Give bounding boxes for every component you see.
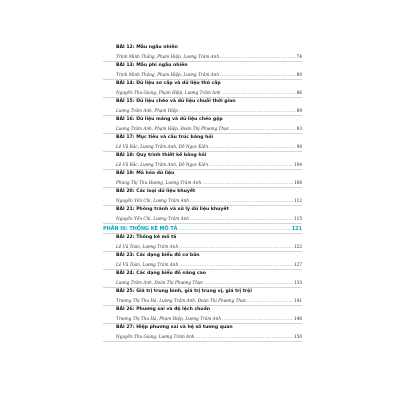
lesson-authors: Nguyễn Thu Giang, Lương Trâm Anh [116,333,195,339]
lesson-authors-line [116,162,302,167]
page-number: 98 [296,143,302,149]
dot-leader [178,226,290,232]
lesson-title: BÀI 18: Quy trình thiết kế bảng hỏi [116,153,207,158]
lesson-authors: Lê Vũ Toàn, Lương Trâm Anh [116,261,179,267]
lesson-authors: Trịnh Minh Thắng, Phạm Hiệp, Lương Trâm Anh [116,53,220,59]
page-number: 150 [294,333,302,339]
lesson-authors-line [116,144,302,149]
lesson-title: BÀI 19: Mã hóa dữ liệu [116,171,175,176]
lesson-title: BÀI 16: Dữ liệu mảng và dữ liệu chéo gộp [116,117,223,122]
dot-leader [179,262,293,267]
lesson-authors-line [116,180,302,185]
lesson-authors-line [116,244,302,249]
dot-leader [220,72,296,77]
lesson-authors: Lê Vũ Bắc, Lương Trâm Anh, Đỗ Ngọc Kiên [116,161,209,167]
lesson-authors: Trương Thị Thu Hà, Lương Trâm Anh, Đoàn Thị Phương Thực [116,297,247,303]
dot-leader [222,90,296,95]
part-title: PHẦN III: THỐNG KÊ MÔ TẢ [103,225,178,232]
lesson-title: BÀI 15: Dữ liệu chéo và dữ liệu chuỗi thời gian [116,99,236,104]
lesson-authors-line [116,90,302,95]
toc-entry [103,98,302,116]
page-number: 86 [296,89,302,95]
lesson-authors-line [116,72,302,77]
dot-leader [209,162,293,167]
lesson-authors-line [116,108,302,113]
lesson-authors: Trương Thị Thu Hà, Phạm Hiệp, Lương Trâm Anh [116,315,222,321]
dot-leader [220,54,296,59]
toc-entry [103,288,302,306]
lesson-title: BÀI 23: Các dạng biểu đồ cơ bản [116,253,200,258]
lesson-authors: Lê Vũ Bắc, Lương Trâm Anh, Đỗ Ngọc Kiên [116,143,209,149]
toc-entry [103,44,302,62]
lesson-authors: Lương Trâm Anh, Phạm Hiệp, Đoàn Thị Phương Thực [116,125,230,131]
part-page-number: 121 [291,225,302,232]
page-number: 74 [296,53,302,59]
page-number: 108 [294,179,302,185]
lesson-authors: Nguyễn Yến Chi, Lương Trâm Anh [116,197,190,203]
page-number: 93 [296,125,302,131]
lesson-authors-line [116,216,302,221]
lesson-title: BÀI 24: Các dạng biểu đồ nâng cao [116,271,206,276]
dot-leader [247,298,293,303]
lesson-authors: Nguyễn Thu Giang, Phạm Hiệp, Lương Trâm Anh [116,89,221,95]
page-number: 89 [296,107,302,113]
lesson-title: BÀI 26: Phương sai và độ lệch chuẩn [116,307,211,312]
lesson-title: BÀI 21: Phòng tránh và xử lý dữ liệu khuyết [116,207,229,212]
lesson-authors-line [116,280,302,285]
page-number: 127 [294,261,302,267]
page-number: 122 [294,243,302,249]
page-number: 133 [294,279,302,285]
lesson-title: BÀI 20: Các loại dữ liệu khuyết [116,189,196,194]
toc-entry [103,116,302,134]
lesson-authors: Lê Vũ Toàn, Lương Trâm Anh [116,243,179,249]
dot-leader [179,108,296,113]
lesson-authors-line [116,198,302,203]
toc-entry [103,234,302,252]
part-heading [103,224,302,234]
dot-leader [195,334,293,339]
toc-entry [103,188,302,206]
toc-entry [103,206,302,224]
dot-leader [190,216,293,221]
lesson-title: BÀI 22: Thống kê mô tả [116,235,177,240]
toc-entry [103,170,302,188]
table-of-contents [103,44,302,342]
lesson-authors-line [116,316,302,321]
lesson-authors-line [116,298,302,303]
lesson-title: BÀI 25: Giá trị trung bình, giá trị trung vị, giá trị trội [116,289,252,294]
lesson-authors: Lương Trâm Anh, Đoàn Thị Phương Thực [116,279,203,285]
toc-entry [103,80,302,98]
toc-entry [103,306,302,324]
lesson-authors: Trịnh Minh Thắng, Phạm Hiệp, Lương Trâm Anh [116,71,220,77]
lesson-authors: Phùng Thị Thu Hương, Lương Trâm Anh [116,179,202,185]
lesson-authors-line [116,334,302,339]
toc-entry [103,324,302,342]
lesson-authors-line [116,262,302,267]
dot-leader [204,280,293,285]
dot-leader [230,126,296,131]
dot-leader [190,198,293,203]
lesson-title: BÀI 13: Mẫu phi ngẫu nhiên [116,63,188,68]
dot-leader [202,180,293,185]
toc-entry [103,134,302,152]
lesson-title: BÀI 27: Hiệp phương sai và hệ số tương quan [116,325,233,330]
toc-entry [103,252,302,270]
page-number: 115 [294,215,302,221]
dot-leader [222,316,293,321]
lesson-authors-line [116,54,302,59]
page-number: 112 [294,197,302,203]
lesson-authors: Lương Trâm Anh, Phạm Hiệp [116,107,178,113]
page-number: 104 [294,161,302,167]
lesson-title: BÀI 17: Mục tiêu và cấu trúc bảng hỏi [116,135,214,140]
page-number: 141 [294,297,302,303]
toc-entry [103,152,302,170]
dot-leader [179,244,293,249]
lesson-authors-line [116,126,302,131]
lesson-title: BÀI 14: Dữ liệu sơ cấp và dữ liệu thứ cấp [116,81,221,86]
lesson-title: BÀI 12: Mẫu ngẫu nhiên [116,45,178,50]
dot-leader [209,144,296,149]
lesson-authors: Nguyễn Yến Chi, Lương Trâm Anh [116,215,190,221]
page-number: 146 [294,315,302,321]
page-number: 80 [296,71,302,77]
toc-entry [103,62,302,80]
toc-entry [103,270,302,288]
